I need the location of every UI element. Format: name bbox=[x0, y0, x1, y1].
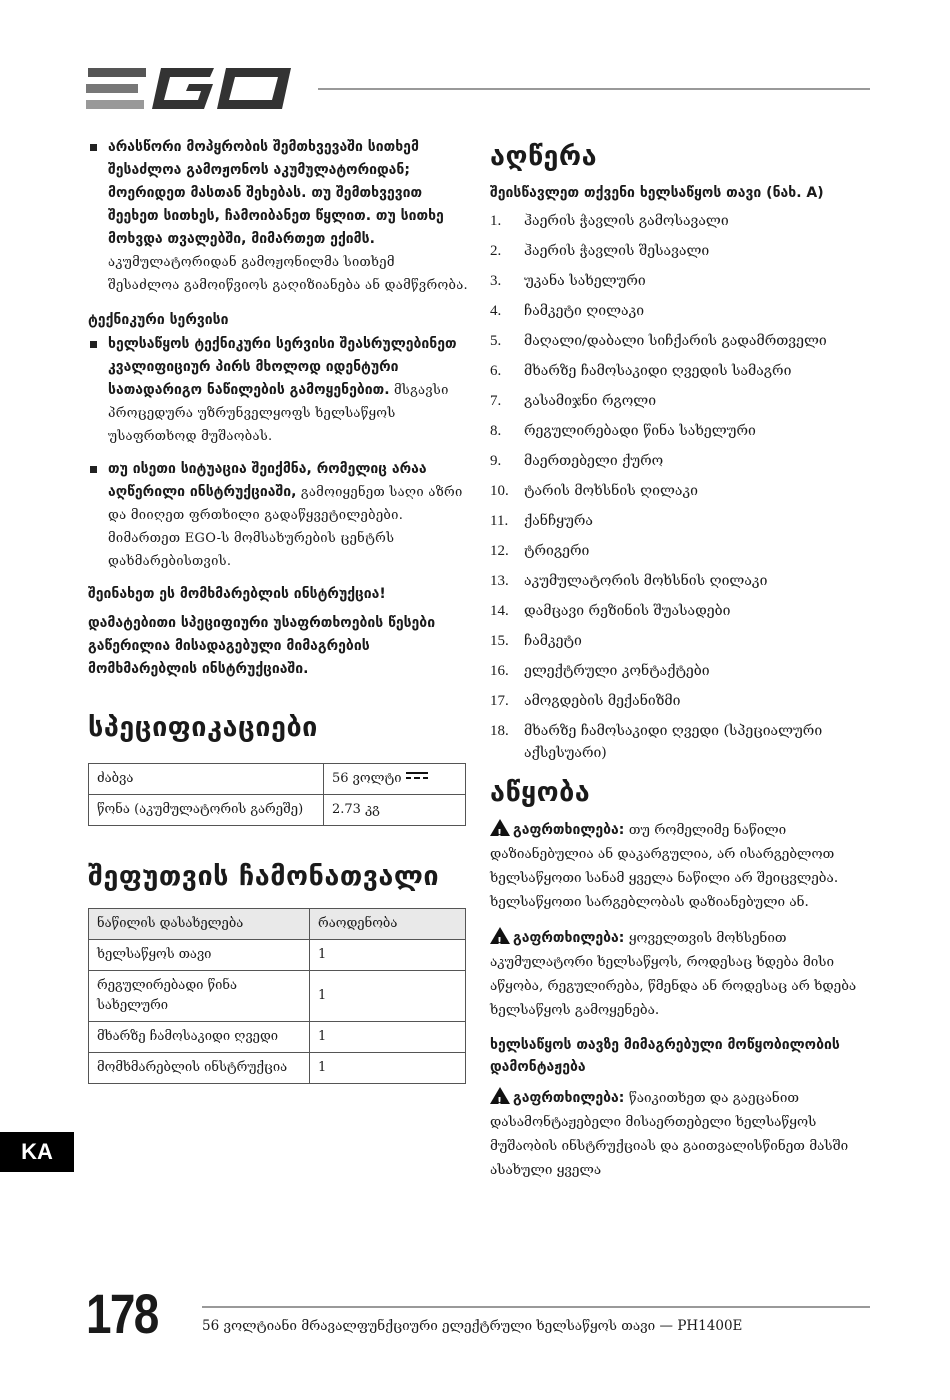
spec-table bbox=[88, 763, 466, 826]
right-column bbox=[490, 136, 870, 1194]
part-qty: 1 bbox=[310, 1022, 466, 1053]
bullet-normal-text: მსგავსი პროცედურა უზრუნველყოფს ხელსაწყოს უსაფრთხოდ მუშაობას. bbox=[108, 383, 449, 444]
spec-label: წონა (აკუმულატორის გარეშე) bbox=[89, 795, 324, 826]
part-label: ჩამკეტი bbox=[524, 633, 582, 649]
column-header: რაოდენობა bbox=[310, 909, 466, 940]
part-name: მხარზე ჩამოსაკიდი ღვედი bbox=[89, 1022, 310, 1053]
save-instructions: შეინახეთ ეს მომხმარებლის ინსტრუქცია! bbox=[88, 586, 386, 602]
part-number: 10. bbox=[490, 483, 509, 499]
footer-text: 56 ვოლტიანი მრავალფუნქციური ელექტრული ხელსაწყოს თავი — PH1400E bbox=[202, 1318, 743, 1334]
left-column bbox=[88, 136, 470, 1084]
bullet-bold-text: თუ ისეთი სიტუაცია შეიქმნა, რომელიც არაა აღწერილი ინსტრუქციაში, bbox=[108, 461, 427, 500]
warning-triangle-icon bbox=[490, 927, 510, 944]
list-item bbox=[88, 333, 470, 448]
part-item bbox=[490, 600, 870, 622]
part-item bbox=[490, 210, 870, 232]
assembly-heading: აწყობა bbox=[490, 777, 591, 808]
part-item bbox=[490, 570, 870, 592]
part-item bbox=[490, 720, 870, 764]
part-item bbox=[490, 480, 870, 502]
part-name: მომხმარებლის ინსტრუქცია bbox=[89, 1053, 310, 1084]
part-label: ჰაერის ჭავლის შესავალი bbox=[524, 243, 710, 259]
part-label: ტარის მოხსნის ღილაკი bbox=[524, 483, 698, 499]
packing-table bbox=[88, 908, 466, 1084]
part-qty: 1 bbox=[310, 940, 466, 971]
part-number: 17. bbox=[490, 693, 509, 709]
language-tab: KA bbox=[0, 1132, 74, 1172]
header-rule bbox=[318, 88, 870, 90]
part-number: 3. bbox=[490, 273, 502, 289]
part-number: 6. bbox=[490, 363, 502, 379]
part-label: ამოგდების მექანიზმი bbox=[524, 693, 681, 709]
warning-text: ყოველთვის მოხსენით აკუმულატორი ხელსაწყოს, როდესაც ხდება მისი აწყობა, რეგულირება, წმენდა ან როდესაც არ ხდება ხელსაწყოს გამოყენება. bbox=[490, 930, 857, 1018]
description-heading: აღწერა bbox=[490, 141, 598, 172]
service-heading: ტექნიკური სერვისი bbox=[88, 312, 229, 328]
part-number: 14. bbox=[490, 603, 509, 619]
footer-rule bbox=[202, 1306, 870, 1308]
warning-block bbox=[490, 926, 870, 1022]
part-item bbox=[490, 450, 870, 472]
part-number: 7. bbox=[490, 393, 502, 409]
warning-text: თუ რომელიმე ნაწილი დაზიანებულია ან დაკარგულია, არ ისარგებლოთ ხელსაწყოთი სანამ ყველა ნაწილი არ შეიცვლება. ხელსაწყოთი სარგებლობას დაზიანებული ან. bbox=[490, 822, 839, 910]
table-row bbox=[89, 971, 466, 1022]
bullet-normal-text: გამოიყენეთ საღი აზრი და მიიღეთ ფრთხილი გადაწყვეტილებები. მიმართეთ EGO-ს მომსახურების ცენტრს დახმარებისთვის. bbox=[108, 485, 463, 569]
table-header-row bbox=[89, 909, 466, 940]
part-label: მაერთებელი ქურო bbox=[524, 453, 664, 469]
part-number: 11. bbox=[490, 513, 509, 529]
description-subheading: შეისწავლეთ თქვენი ხელსაწყოს თავი (ნახ. A) bbox=[490, 185, 824, 201]
part-label: რეგულირებადი წინა სახელური bbox=[524, 423, 756, 439]
part-label: მაღალი/დაბალი სიჩქარის გადამრთველი bbox=[524, 333, 827, 349]
part-item bbox=[490, 630, 870, 652]
table-row bbox=[89, 795, 466, 826]
warning-label: გაფრთხილება: bbox=[513, 822, 625, 838]
spec-heading: სპეციფიკაციები bbox=[88, 712, 318, 743]
part-label: აკუმულატორის მოხსნის ღილაკი bbox=[524, 573, 768, 589]
part-qty: 1 bbox=[310, 1053, 466, 1084]
part-label: ჰაერის ჭავლის გამოსავალი bbox=[524, 213, 729, 229]
part-label: ელექტრული კონტაქტები bbox=[524, 663, 710, 679]
part-item bbox=[490, 390, 870, 412]
part-number: 4. bbox=[490, 303, 502, 319]
part-label: ტრიგერი bbox=[524, 543, 590, 559]
part-number: 9. bbox=[490, 453, 502, 469]
table-row bbox=[89, 1022, 466, 1053]
bullet-normal-text: აკუმულატორიდან გამოჟონილმა სითხემ შესაძლოა გამოიწვიოს გაღიზიანება ან დამწვრობა. bbox=[108, 255, 468, 293]
part-item bbox=[490, 510, 870, 532]
warning-text: წაიკითხეთ და გაეცანით დასამონტაჟებელი მისაერთებელი ხელსაწყოს მუშაობის ინსტრუქციას და გაითვალისწინეთ მასში ასახული ყველა bbox=[490, 1090, 849, 1178]
spec-value: 2.73 კგ bbox=[324, 795, 466, 826]
part-label: გასამიჯნი რგოლი bbox=[524, 393, 657, 409]
part-name: რეგულირებადი წინა სახელური bbox=[89, 971, 310, 1022]
part-number: 2. bbox=[490, 243, 502, 259]
part-number: 15. bbox=[490, 633, 509, 649]
warning-triangle-icon bbox=[490, 1087, 510, 1104]
part-number: 18. bbox=[490, 723, 509, 739]
packing-heading: შეფუთვის ჩამონათვალი bbox=[88, 861, 440, 892]
part-number: 1. bbox=[490, 213, 502, 229]
dc-symbol-icon bbox=[406, 771, 428, 781]
part-number: 16. bbox=[490, 663, 509, 679]
part-item bbox=[490, 660, 870, 682]
attachment-heading: ხელსაწყოს თავზე მიმაგრებული მოწყობილობის დამონტაჟება bbox=[490, 1037, 840, 1075]
part-label: ჩამკეტი ღილაკი bbox=[524, 303, 645, 319]
part-label: მხარზე ჩამოსაკიდი ღვედის სამაგრი bbox=[524, 363, 792, 379]
table-row bbox=[89, 764, 466, 795]
part-item bbox=[490, 690, 870, 712]
table-row bbox=[89, 940, 466, 971]
list-item bbox=[88, 136, 470, 297]
parts-list bbox=[490, 210, 870, 764]
part-item bbox=[490, 540, 870, 562]
ego-logo bbox=[86, 64, 298, 114]
spec-value-cell bbox=[324, 764, 466, 795]
part-number: 12. bbox=[490, 543, 509, 559]
list-item bbox=[88, 458, 470, 573]
part-item bbox=[490, 360, 870, 382]
part-name: ხელსაწყოს თავი bbox=[89, 940, 310, 971]
part-label: მხარზე ჩამოსაკიდი ღვედი (სპეციალური აქსესუარი) bbox=[524, 723, 823, 761]
part-label: უკანა სახელური bbox=[524, 273, 646, 289]
part-item bbox=[490, 270, 870, 292]
page-number: 178 bbox=[86, 1282, 158, 1345]
part-number: 13. bbox=[490, 573, 509, 589]
column-header: ნაწილის დასახელება bbox=[89, 909, 310, 940]
spec-label: ძაბვა bbox=[89, 764, 324, 795]
bullet-bold-text: არასწორი მოპყრობის შემთხვევაში სითხემ შესაძლოა გამოჟონოს აკუმულატორიდან; მოერიდეთ მასთან შეხებას. თუ შემთხვევით შეეხეთ სითხეს, ჩამოიბანეთ წყლით. თუ სითხე მოხვდა თვალებში, მიმართეთ ექიმს. bbox=[108, 139, 444, 247]
bullet-bold-text: ხელსაწყოს ტექნიკური სერვისი შეასრულებინეთ კვალიფიციურ პირს მხოლოდ იდენტური სათადარიგო ნაწილების გამოყენებით. bbox=[108, 336, 457, 398]
warning-triangle-icon bbox=[490, 819, 510, 836]
part-item bbox=[490, 240, 870, 262]
warning-label: გაფრთხილება: bbox=[513, 1090, 625, 1106]
additional-rules: დამატებითი სპეციფიური უსაფრთხოების წესები გაწერილია მისადაგებული მიმაგრების მომხმარებლის ინსტრუქციაში. bbox=[88, 615, 436, 677]
part-item bbox=[490, 300, 870, 322]
part-label: ქანჩყურა bbox=[524, 513, 593, 529]
part-qty: 1 bbox=[310, 971, 466, 1022]
part-number: 8. bbox=[490, 423, 502, 439]
spec-value: 56 ვოლტი bbox=[332, 771, 402, 786]
part-item bbox=[490, 330, 870, 352]
warning-block bbox=[490, 818, 870, 914]
warning-block bbox=[490, 1086, 870, 1182]
part-item bbox=[490, 420, 870, 442]
table-row bbox=[89, 1053, 466, 1084]
warning-label: გაფრთხილება: bbox=[513, 930, 625, 946]
part-number: 5. bbox=[490, 333, 502, 349]
part-label: დამცავი რეზინის შუასადები bbox=[524, 603, 731, 619]
